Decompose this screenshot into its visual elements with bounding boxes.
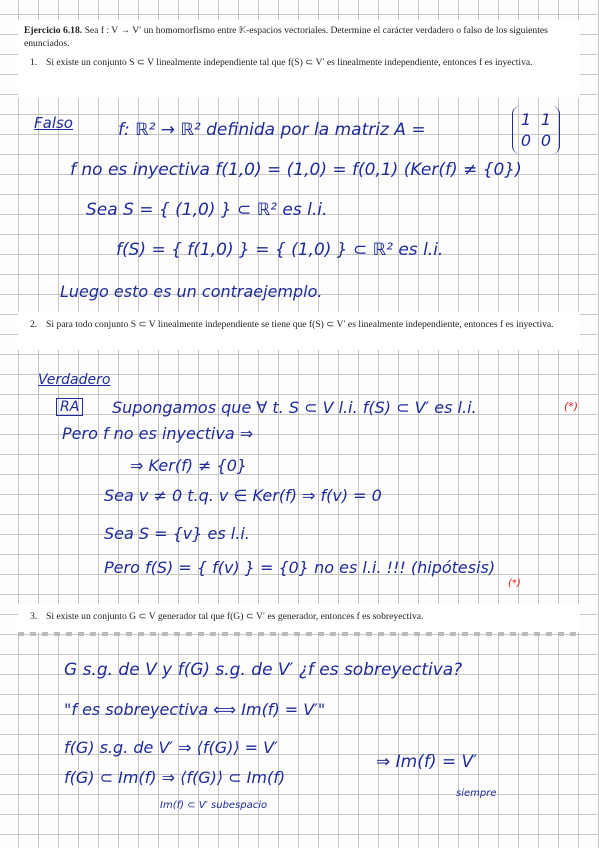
item-2 xyxy=(18,312,580,331)
item-3 xyxy=(18,604,580,623)
matrix-a-22: 0 xyxy=(540,131,552,150)
page-cut-divider xyxy=(18,632,578,636)
item-2-number: 2. xyxy=(30,319,38,330)
answer-1-line-2: f no es inyectiva f(1,0) = (1,0) = f(0,1) (Ker(f) ≠ {0}) xyxy=(70,160,522,180)
answer-3-line-3: f(G) s.g. de V′ ⇒ ⟨f(G)⟩ = V′ xyxy=(64,738,278,757)
item-3-text: Si existe un conjunto G ⊂ V generador tal que f(G) ⊂ V′ es generador, entonces f es sobreyectiva. xyxy=(46,611,424,622)
matrix-a-21: 0 xyxy=(520,131,532,150)
answer-1-line-1: f: ℝ² → ℝ² definida por la matriz A = xyxy=(118,120,426,140)
answer-3-conclusion: ⇒ Im(f) = V′ xyxy=(376,752,478,772)
exercise-statement-text: Sea f : V → V′ un homomorfismo entre 𝕂-espacios vectoriales. Determine el carácter verdadero o falso de los siguientes enunciados. xyxy=(24,25,548,49)
answer-2-line-4: Sea v ≠ 0 t.q. v ∈ Ker(f) ⇒ f(v) = 0 xyxy=(104,486,382,505)
answer-2-mark-2: (*) xyxy=(508,578,521,589)
answer-2-line-1: Supongamos que ∀ t. S ⊂ V l.i. f(S) ⊂ V′ es l.i. xyxy=(112,398,477,417)
printed-exercise-block-3 xyxy=(18,604,580,632)
answer-2-line-5: Sea S = {v} es l.i. xyxy=(104,524,250,543)
answer-1-line-5: Luego esto es un contraejemplo. xyxy=(60,282,323,301)
item-1-text: Si existe un conjunto S ⊂ V linealmente independiente tal que f(S) ⊂ V′ es linealmente independiente, entonces f es inyectiva. xyxy=(46,57,533,68)
answer-1-line-3: Sea S = { (1,0) } ⊂ ℝ² es l.i. xyxy=(86,200,328,220)
exercise-label: Ejercicio 6.18. xyxy=(24,25,83,36)
item-1 xyxy=(18,50,580,69)
matrix-a xyxy=(512,106,560,154)
exercise-statement xyxy=(18,20,580,50)
answer-2-mark-1: (*) xyxy=(564,400,579,413)
answer-2-tag: RA xyxy=(56,398,83,416)
answer-3-line-2: "f es sobreyectiva ⟺ Im(f) = V′" xyxy=(64,700,326,719)
item-3-number: 3. xyxy=(30,611,38,622)
answer-2-line-6: Pero f(S) = { f(v) } = {0} no es l.i. !!! (hipótesis) xyxy=(104,558,496,577)
matrix-a-12: 1 xyxy=(540,110,552,129)
answer-2-line-3: ⇒ Ker(f) ≠ {0} xyxy=(130,456,248,475)
printed-exercise-block-1 xyxy=(18,20,580,98)
answer-2-line-2: Pero f no es inyectiva ⇒ xyxy=(62,424,254,443)
item-2-text: Si para todo conjunto S ⊂ V linealmente independiente se tiene que f(S) ⊂ V′ es linealmente independiente, entonces f es inyectiva. xyxy=(46,319,554,330)
answer-1-line-4: f(S) = { f(1,0) } = { (1,0) } ⊂ ℝ² es l.i. xyxy=(116,240,444,260)
answer-2-verdict: Verdadero xyxy=(38,372,111,388)
answer-3-siempre: siempre xyxy=(456,788,497,799)
answer-3-note: Im(f) ⊂ V′ subespacio xyxy=(160,800,268,811)
answer-3-line-4: f(G) ⊂ Im(f) ⇒ ⟨f(G)⟩ ⊂ Im(f) xyxy=(64,768,286,787)
answer-1-verdict: Falso xyxy=(34,114,73,132)
answer-3-line-1: G s.g. de V y f(G) s.g. de V′ ¿f es sobreyectiva? xyxy=(64,660,463,680)
matrix-a-11: 1 xyxy=(520,110,532,129)
item-1-number: 1. xyxy=(30,57,38,68)
printed-exercise-block-2 xyxy=(18,312,580,350)
